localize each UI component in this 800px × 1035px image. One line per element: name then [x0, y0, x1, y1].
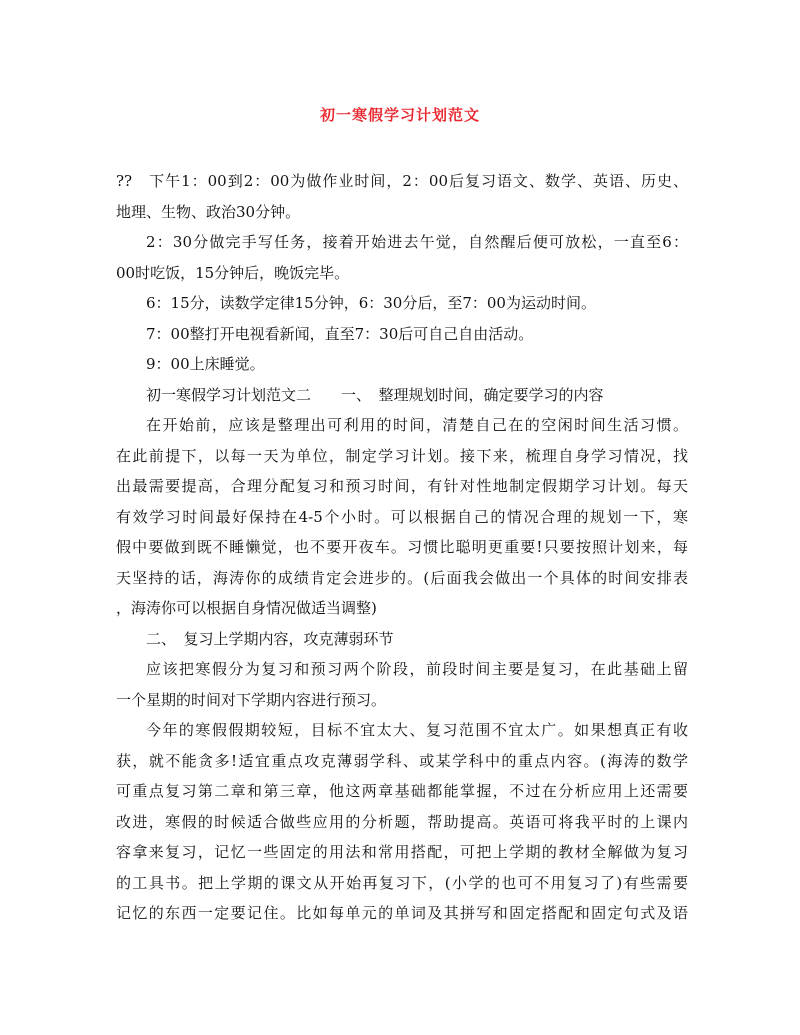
text-line: 地理、生物、政治30分钟。 — [116, 202, 301, 221]
text-line: 今年的寒假假期较短，目标不宜太大、复习范围不宜太广。如果想真正有收 — [146, 721, 688, 739]
text-line: 9：00上床睡觉。 — [146, 355, 265, 373]
text-line: 可重点复习第二章和第三章，他这两章基础都能掌握，不过在分析应用上还需要 — [116, 782, 688, 800]
text-line: 在开始前，应该是整理出可利用的时间，清楚自己在的空闲时间生活习惯。 — [146, 416, 688, 434]
text-line: 天坚持的话，海涛你的成绩肯定会进步的。(后面我会做出一个具体的时间安排表 — [116, 568, 688, 587]
text-line: 2：30分做完手写任务，接着开始进去午觉，自然醒后便可放松，一直至6： — [146, 233, 688, 251]
text-line: ，海涛你可以根据自身情况做适当调整) — [116, 599, 377, 617]
text-line: 一个星期的时间对下学期内容进行预习。 — [116, 690, 387, 709]
text-line: 有效学习时间最好保持在4-5个小时。可以根据自己的情况合理的规划一下，寒 — [116, 507, 688, 526]
text-line: ?? 下午1：00到2：00为做作业时间，2：00后复习语文、数学、英语、历史、 — [116, 172, 688, 190]
document-body — [116, 166, 688, 929]
text-line: 改进，寒假的时候适合做些应用的分析题，帮助提高。英语可将我平时的上课内 — [116, 812, 688, 831]
text-line: 出最需要提高，合理分配复习和预习时间，有针对性地制定假期学习计划。每天 — [116, 477, 688, 495]
text-line: 记忆的东西一定要记住。比如每单元的单词及其拼写和固定搭配和固定句式及语 — [116, 904, 688, 922]
text-line: 6：15分，读数学定律15分钟，6：30分后，至7：00为运动时间。 — [146, 294, 596, 312]
text-line: 7：00整打开电视看新闻，直至7：30后可自己自由活动。 — [146, 324, 534, 343]
text-line: 容拿来复习，记忆一些固定的用法和常用搭配，可把上学期的教材全解做为复习 — [116, 843, 688, 861]
text-line: 应该把寒假分为复习和预习两个阶段，前段时间主要是复习，在此基础上留 — [146, 660, 688, 678]
text-line: 假中要做到既不睡懒觉，也不要开夜车。习惯比聪明更重要!只要按照计划来，每 — [116, 538, 688, 556]
section-heading: 初一寒假学习计划范文二 一、 整理规划时间，确定要学习的内容 — [146, 385, 604, 404]
text-line: 的工具书。把上学期的课文从开始再复习下，(小学的也可不用复习了)有些需要 — [116, 873, 688, 892]
text-line: 00时吃饭，15分钟后，晚饭完毕。 — [116, 263, 350, 282]
section-heading: 二、 复习上学期内容，攻克薄弱环节 — [146, 629, 394, 648]
text-line: 获，就不能贪多!适宜重点攻克薄弱学科、或某学科中的重点内容。(海涛的数学 — [116, 751, 688, 770]
text-line: 在此前提下，以每一天为单位，制定学习计划。接下来，梳理自身学习情况，找 — [116, 446, 688, 465]
document-title: 初一寒假学习计划范文 — [319, 106, 480, 124]
